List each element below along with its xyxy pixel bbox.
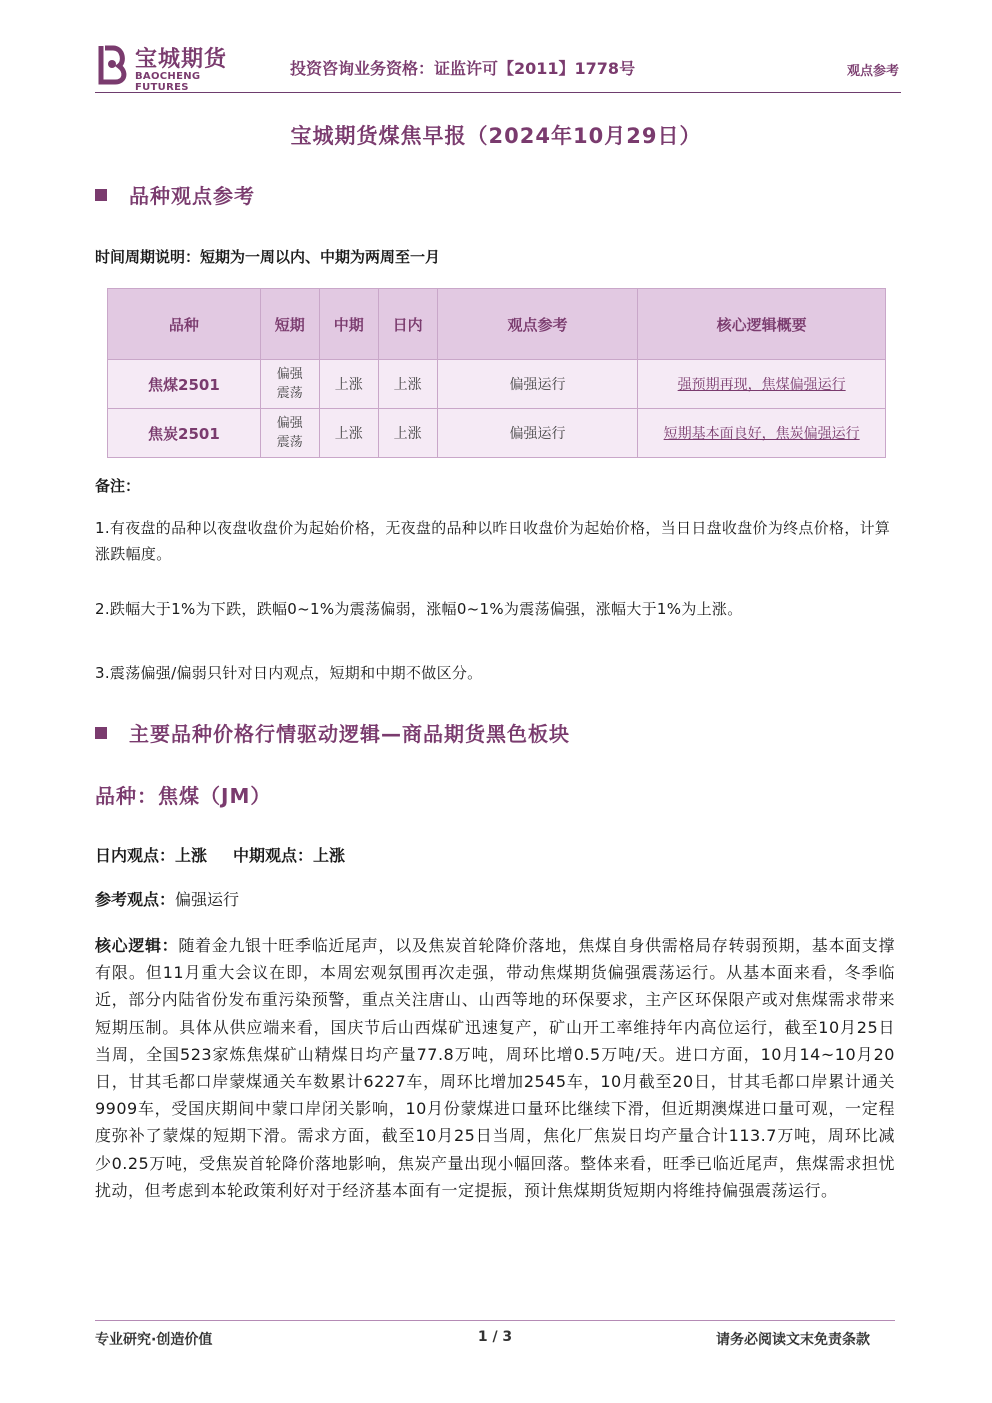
square-bullet-icon — [95, 189, 107, 201]
variety-heading: 品种：焦煤（JM） — [95, 784, 272, 808]
logo-en-text: BAOCHENG FUTURES — [135, 71, 201, 93]
column-header: 日内 — [378, 289, 437, 360]
column-header: 品种 — [108, 289, 261, 360]
mid-term-cell: 上涨 — [319, 360, 378, 409]
logic-link[interactable]: 短期基本面良好，焦炭偏强运行 — [638, 409, 886, 458]
mid-term-cell: 上涨 — [319, 409, 378, 458]
note-item: 3.震荡偏强/偏弱只针对日内观点，短期和中期不做区分。 — [95, 664, 483, 682]
intraday-outlook: 日内观点：上涨 — [95, 846, 208, 865]
note-item: 2.跌幅大于1%为下跌，跌幅0~1%为震荡偏弱，涨幅0~1%为震荡偏强，涨幅大于1%为上涨。 — [95, 600, 743, 618]
section-heading-drivers — [95, 718, 570, 747]
short-term-text: 偏强震荡 — [276, 416, 303, 450]
square-bullet-icon — [95, 727, 107, 739]
notes-heading: 备注： — [95, 477, 141, 495]
header-tag: 观点参考 — [846, 64, 899, 79]
mid-outlook: 中期观点：上涨 — [233, 846, 346, 865]
core-logic-text: 随着金九银十旺季临近尾声，以及焦炭首轮降价落地，焦煤自身供需格局存转弱预期，基本面支撑有限。但11月重大会议在即，本周宏观氛围再次走强，带动焦煤期货偏强震荡运行。从基本面来看，冬季临近，部分内陆省份发布重污染预警，重点关注唐山、山西等地的环保要求，主产区环保限产或对焦煤需求带来短期压制。具体从供应端来看，国庆节后山西煤矿迅速复产，矿山开工率维持年内高位运行，截至10月25日当周，全国523家炼焦煤矿山精煤日均产量77.8万吨，周环比增0.5万吨/天。进口方面，10月14~10月20日，甘其毛都口岸蒙煤通关车数累计6227车，周环比增加2545车，10月截至20日，甘其毛都口岸累计通关9909车，受国庆期间中蒙口岸闭关影响，10月份蒙煤进口量环比继续下滑，但近期澳煤进口量可观，一定程度弥补了蒙煤的短期下滑。需求方面，截至10月25日当周，焦化厂焦炭日均产量合计113.7万吨，周环比减少0.25万吨，受焦炭首轮降价落地影响，焦炭产量出现小幅回落。整体来看，旺季已临近尾声，焦煤需求担忧扰动，但考虑到本轮政策利好对于经济基本面有一定提振，预计焦煤期货短期内将维持偏强震荡运行。 — [95, 936, 895, 1200]
section-heading-views — [95, 180, 255, 209]
table-row — [108, 360, 886, 409]
table-row — [108, 409, 886, 458]
disclaimer-notice: 请务必阅读文末免责条款 — [716, 1332, 870, 1348]
page-footer — [95, 1320, 895, 1361]
reference-value: 偏强运行 — [175, 890, 240, 909]
period-note: 时间周期说明：短期为一周以内、中期为两周至一月 — [95, 248, 441, 266]
column-header: 核心逻辑概要 — [638, 289, 886, 360]
company-logo — [95, 40, 255, 93]
intraday-cell: 上涨 — [378, 409, 437, 458]
outlook-line — [95, 843, 345, 866]
logo-mark-icon — [95, 42, 129, 86]
note-item: 1.有夜盘的品种以夜盘收盘价为起始价格，无夜盘的品种以昨日收盘价为起始价格，当日日盘收盘价为终点价格，计算涨跌幅度。 — [95, 519, 891, 563]
column-header: 观点参考 — [437, 289, 638, 360]
footer-slogan: 专业研究·创造价值 — [95, 1332, 213, 1348]
views-table — [107, 288, 886, 458]
variety-cell: 焦炭2501 — [108, 409, 261, 458]
core-logic-paragraph — [95, 932, 895, 1204]
short-term-cell — [260, 360, 319, 409]
core-logic-label: 核心逻辑： — [95, 936, 179, 955]
logic-link[interactable]: 强预期再现，焦煤偏强运行 — [638, 360, 886, 409]
logo-cn-text: 宝城期货 — [135, 46, 228, 72]
reference-label: 参考观点： — [95, 890, 176, 909]
view-cell: 偏强运行 — [437, 360, 638, 409]
column-header: 中期 — [319, 289, 378, 360]
page-header — [95, 40, 901, 93]
intraday-cell: 上涨 — [378, 360, 437, 409]
table-header-row — [108, 289, 886, 360]
reference-view — [95, 887, 239, 910]
column-header: 短期 — [260, 289, 319, 360]
short-term-cell — [260, 409, 319, 458]
document-title: 宝城期货煤焦早报（2024年10月29日） — [290, 124, 702, 148]
license-text: 投资咨询业务资格：证监许可【2011】1778号 — [290, 59, 636, 78]
section-heading-text: 主要品种价格行情驱动逻辑—商品期货黑色板块 — [129, 722, 570, 746]
variety-cell: 焦煤2501 — [108, 360, 261, 409]
short-term-text: 偏强震荡 — [276, 367, 303, 401]
view-cell: 偏强运行 — [437, 409, 638, 458]
page-number: 1 / 3 — [477, 1329, 513, 1345]
section-heading-text: 品种观点参考 — [129, 184, 255, 208]
